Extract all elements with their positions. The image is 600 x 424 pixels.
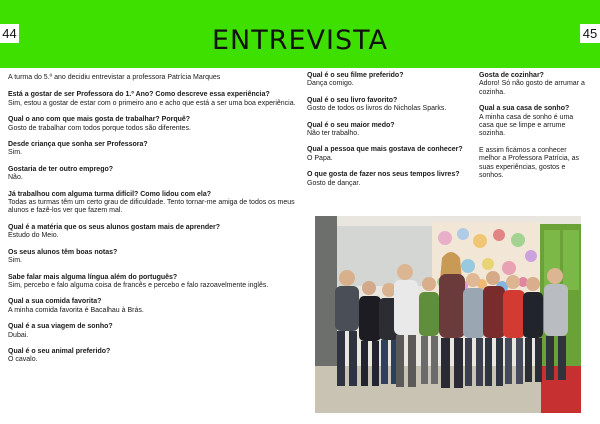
answer: Sim.	[8, 257, 22, 265]
question: Qual é o seu livro favorito?	[307, 96, 398, 104]
page-number-right: 45	[580, 24, 600, 43]
question: Sabe falar mais alguma língua além do português?	[8, 273, 178, 281]
qa-item	[8, 91, 298, 108]
answer: Sim, estou a gostar de estar com o primeiro ano e acho que está a ser uma boa experiência.	[8, 99, 296, 107]
answer: Adoro! Só não gosto de arrumar a cozinha.	[479, 80, 585, 96]
question: Qual a pessoa que mais gostava de conhecer?	[307, 146, 463, 154]
answer: Não ter trabalho.	[307, 130, 360, 138]
question: Qual é a sua viagem de sonho?	[8, 323, 113, 331]
answer: A minha casa de sonho é uma casa que se limpe e arrume sozinha.	[479, 113, 574, 138]
question: O que gosta de fazer nos seus tempos livres?	[307, 171, 460, 179]
qa-item	[8, 141, 298, 158]
qa-item	[307, 122, 469, 139]
answer: Todas as turmas têm um certo grau de dificuldade. Tento tornar-me amiga de todos os meus alunos e fazê-los ver que fazem mal.	[8, 199, 295, 215]
question: Gostaria de ter outro emprego?	[8, 165, 114, 173]
interview-column-3	[479, 72, 589, 180]
question: Qual é o seu animal preferido?	[8, 347, 111, 355]
question: Qual o ano com que mais gosta de trabalhar? Porquê?	[8, 116, 191, 124]
qa-item	[307, 97, 469, 114]
qa-item	[8, 274, 298, 291]
qa-item	[8, 224, 298, 241]
closing-text: E assim ficámos a conhecer melhor a Professora Patrícia, as suas experiências, gostos e sonhos.	[479, 146, 579, 180]
answer: O Papa.	[307, 154, 333, 162]
interview-column-1	[8, 74, 298, 373]
answer: A minha comida favorita é Bacalhau à Brás.	[8, 306, 144, 314]
header-banner	[0, 0, 600, 68]
question: Gosta de cozinhar?	[479, 72, 544, 79]
question: Qual é a matéria que os seus alunos gostam mais de aprender?	[8, 223, 221, 231]
question: Já trabalhou com alguma turma difícil? Como lidou com ela?	[8, 190, 212, 198]
qa-item	[8, 298, 298, 315]
page-title: ENTREVISTA	[211, 25, 388, 56]
qa-item	[479, 72, 589, 97]
answer: Não.	[8, 174, 23, 182]
question: Desde criança que sonha ser Professora?	[8, 141, 148, 149]
question: Qual a sua comida favorita?	[8, 298, 102, 306]
qa-item	[8, 249, 298, 266]
answer: Gosto de todos os livros do Nicholas Sparks.	[307, 105, 447, 113]
answer: Sim.	[8, 149, 22, 157]
question: Os seus alunos têm boas notas?	[8, 248, 118, 256]
qa-item	[8, 166, 298, 183]
qa-item	[307, 72, 469, 89]
qa-item	[307, 146, 469, 163]
answer: Dubai.	[8, 331, 29, 339]
answer: Dança comigo.	[307, 80, 354, 88]
qa-item	[479, 105, 589, 139]
question: Qual a sua casa de sonho?	[479, 105, 570, 113]
answer: Gosto de trabalhar com todos porque todos são diferentes.	[8, 124, 191, 132]
answer: Estudo do Meio.	[8, 232, 59, 240]
answer: Gosto de dançar.	[307, 179, 361, 187]
group-photo	[315, 216, 581, 413]
qa-item	[8, 323, 298, 340]
qa-item	[307, 171, 469, 188]
qa-item	[8, 348, 298, 365]
question: Qual é o seu maior medo?	[307, 121, 395, 129]
answer: Sim, percebo e falo alguma coisa de francês e percebo e falo razoavelmente inglês.	[8, 281, 269, 289]
intro-text: A turma do 5.º ano decidiu entrevistar a professora Patrícia Marques	[8, 74, 221, 81]
qa-item	[8, 116, 298, 133]
interview-column-2	[307, 72, 469, 196]
answer: O cavalo.	[8, 356, 38, 364]
question: Está a gostar de ser Professora do 1.º Ano? Como descreve essa experiência?	[8, 91, 270, 99]
page-number-left: 44	[0, 24, 19, 43]
question: Qual é o seu filme preferido?	[307, 72, 404, 79]
qa-item	[8, 191, 298, 216]
